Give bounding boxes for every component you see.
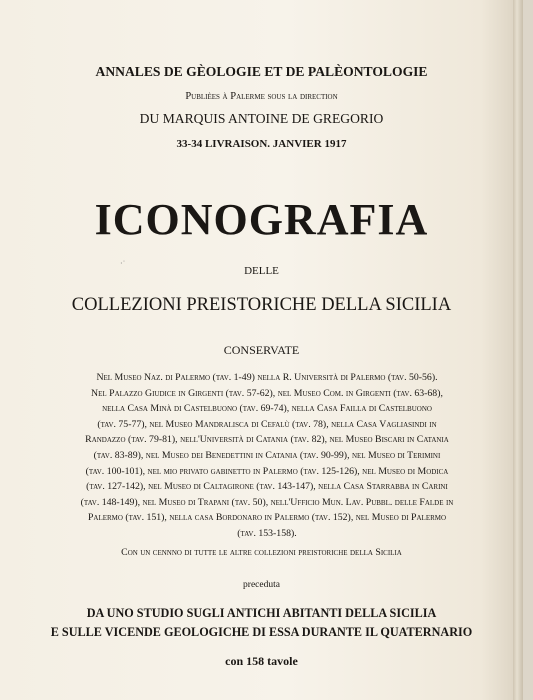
published-note: Publièes à Palerme sous la direction bbox=[185, 91, 338, 102]
collections-line: (tav. 127-142), nel Museo di Caltagirone (tav. 143-147), nella Casa Starrabba in Carini bbox=[86, 481, 448, 493]
collections-line: (tav. 83-89), nel Museo dei Benedettini in Catania (tav. 90-99), nel Museo di Terimini bbox=[93, 449, 441, 461]
publisher-heading: ANNALES DE GÈOLOGIE ET DE PALÈONTOLOGIE bbox=[95, 64, 428, 79]
subtitle: COLLEZIONI PREISTORICHE DELLA SICILIA bbox=[71, 295, 452, 315]
preceded-label: preceduta bbox=[243, 580, 280, 590]
study-line-2: E SULLE VICENDE GEOLOGICHE DI ESSA DURANTE IL QUATERNARIO bbox=[50, 625, 473, 639]
collections-list bbox=[32, 370, 502, 542]
collections-line: (tav. 75-77), nel Museo Mandralisca di Cefalù (tav. 78), nella Casa Vagliasindi in bbox=[97, 418, 437, 430]
collections-line: nella Casa Minà di Castelbuono (tav. 69-74), nella Casa Failla di Castelbuono bbox=[102, 403, 432, 415]
paper-speck: ·˙ bbox=[120, 259, 126, 268]
plates-count: con 158 tavole bbox=[225, 654, 298, 668]
main-title: ICONOGRAFIA bbox=[94, 195, 429, 244]
collections-line: Randazzo (tav. 79-81), nell'Università di Catania (tav. 82), nel Museo Biscari in Catania bbox=[85, 434, 449, 446]
collections-line: Nel Palazzo Giudice in Girgenti (tav. 57-62), nel Museo Com. in Girgenti (tav. 63-68), bbox=[91, 387, 443, 399]
collections-line: Nel Museo Naz. di Palermo (tav. 1-49) nella R. Università di Palermo (tav. 50-56). bbox=[96, 372, 438, 383]
issue-line: 33-34 LIVRAISON. JANVIER 1917 bbox=[176, 138, 347, 150]
conservate-label: CONSERVATE bbox=[223, 343, 300, 357]
title-connector: DELLE bbox=[244, 265, 279, 277]
survey-note: Con un cennno di tutte le altre collezioni preistoriche della Sicilia bbox=[121, 547, 402, 558]
collections-line: (tav. 148-149), nel Museo di Trapani (tav. 50), nell'Ufficio Mun. Lav. Pubbl. delle Falde in bbox=[80, 496, 454, 508]
collections-line: (tav. 100-101), nel mio privato gabinetto in Palermo (tav. 125-126), nel Museo di Modica bbox=[85, 465, 449, 477]
collections-line: Palermo (tav. 151), nella casa Bordonaro in Palermo (tav. 152), nel Museo di Palermo bbox=[87, 512, 447, 524]
collections-line: (tav. 153-158). bbox=[237, 527, 297, 539]
editor-line: DU MARQUIS ANTOINE DE GREGORIO bbox=[139, 111, 384, 126]
study-line-1: DA UNO STUDIO SUGLI ANTICHI ABITANTI DELLA SICILIA bbox=[86, 606, 437, 620]
